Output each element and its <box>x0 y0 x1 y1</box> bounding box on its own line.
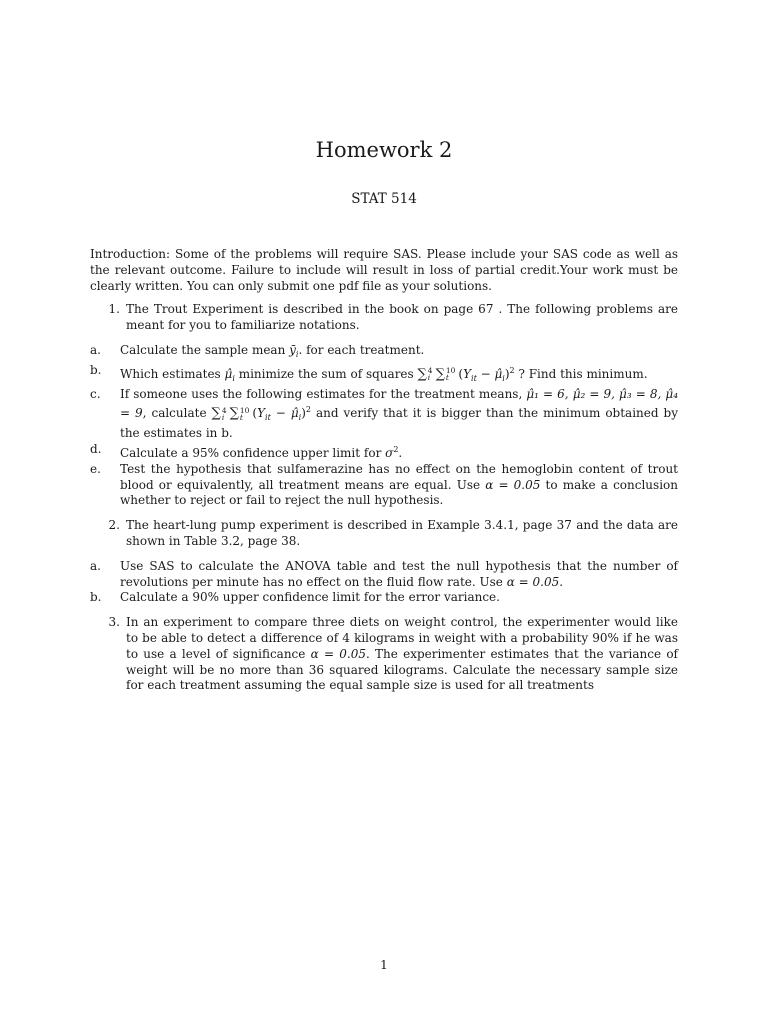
part-text: Calculate a 90% upper confidence limit for the error variance. <box>120 590 500 605</box>
problem-1-part-c <box>90 387 678 442</box>
problem-number: 3. <box>108 615 120 630</box>
document-subtitle: STAT 514 <box>351 191 417 207</box>
part-label: a. <box>90 558 101 573</box>
part-text: Which estimates $\mû_i$ minimize the sum of squares ∑ 4 i ∑ 10 t ($Y_{it}$ − $\mû_i)^2$ ? Find this minimum. <box>120 365 648 383</box>
part-label: d. <box>90 441 102 456</box>
part-text: Calculate the sample mean $ȳ_i$. for each treatment. <box>120 342 425 359</box>
part-text: Calculate a 95% confidence upper limit for $\sigma^2$. <box>120 444 403 460</box>
problem-text: In an experiment to compare three diets on weight control, the experimenter would like to be able to detect a difference of 4 kilograms in weight with a probability 90% if he was to use a level of significance α = 0.05. The experimenter estimates that the variance of weight will be no more than 36 squared kilograms. Calculate the necessary sample size for each treatment assuming the equal sample size is used for all treatments <box>126 615 678 693</box>
problem-1-parts <box>90 343 678 509</box>
problem-text: The heart-lung pump experiment is described in Example 3.4.1, page 37 and the data are shown in Table 3.2, page 38. <box>126 518 678 548</box>
problem-number: 1. <box>108 302 120 317</box>
problem-1-part-a <box>90 343 678 363</box>
problem-1-part-e <box>90 462 678 509</box>
document-body <box>90 247 678 703</box>
problem-2-part-b <box>90 590 678 606</box>
problem-number: 2. <box>108 518 120 533</box>
part-label: b. <box>90 362 102 377</box>
page-number: 1 <box>380 958 388 972</box>
problem-1-part-d <box>90 442 678 462</box>
document-title: Homework 2 <box>315 138 453 162</box>
introduction-paragraph: Introduction: Some of the problems will require SAS. Please include your SAS code as well as the relevant outcome. Failure to include will result in loss of partial credit.Your work must be clearly written. You can only submit one pdf file as your solutions. <box>90 247 678 293</box>
part-text: Test the hypothesis that sulfamerazine has no effect on the hemoglobin content of trout blood or equivalently, all treatment means are equal. Use α = 0.05 to make a conclusion whether to reject or fail to reject the null hypothesis. <box>120 461 678 508</box>
problem-1-part-b <box>90 363 678 387</box>
problem-2-part-a <box>90 559 678 591</box>
part-text: Use SAS to calculate the ANOVA table and test the null hypothesis that the number of revolutions per minute has no effect on the fluid flow rate. Use α = 0.05. <box>120 558 678 589</box>
part-label: c. <box>90 386 101 401</box>
problem-3 <box>90 615 678 694</box>
part-text: If someone uses the following estimates for the treatment means, μ̂₁ = 6, μ̂₂ = 9, μ̂₃ = 8, μ̂₄ = 9, calculate ∑ 4 i ∑ 10 t ($Y_{it}$ − $\mû_i)^2$ and verify that it is bigger than the minimum obtained by the estimates in b. <box>120 386 678 441</box>
problem-2-parts <box>90 559 678 606</box>
part-label: a. <box>90 342 101 357</box>
problem-text: The Trout Experiment is described in the book on page 67 . The following problems are meant for you to familiarize notations. <box>126 302 678 333</box>
problem-1 <box>90 302 678 334</box>
problem-2 <box>90 518 678 550</box>
part-label: e. <box>90 461 101 476</box>
part-label: b. <box>90 590 102 605</box>
